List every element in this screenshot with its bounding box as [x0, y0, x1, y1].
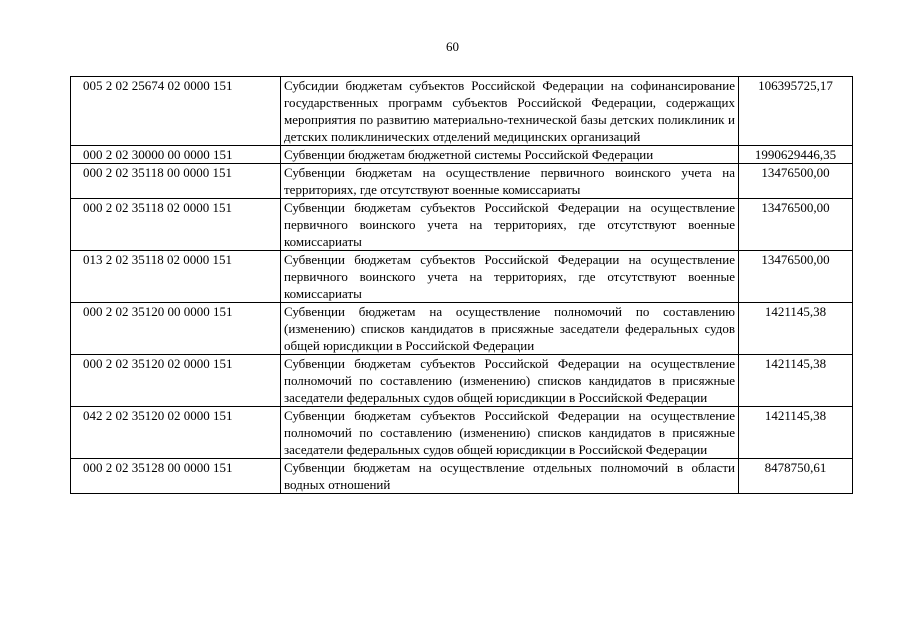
- description-cell: Субвенции бюджетам бюджетной системы Российской Федерации: [281, 146, 739, 164]
- table-row: [71, 251, 853, 303]
- table-row: [71, 303, 853, 355]
- amount-cell: 1990629446,35: [739, 146, 853, 164]
- budget-table: [70, 76, 853, 494]
- budget-code-cell: 000 2 02 35118 00 0000 151: [71, 164, 281, 199]
- description-cell: Субвенции бюджетам субъектов Российской Федерации на осуществление полномочий по составлению (изменению) списков кандидатов в присяжные заседатели федеральных судов общей юрисдикции в Российской Федерации: [281, 355, 739, 407]
- amount-cell: 1421145,38: [739, 355, 853, 407]
- table-row: [71, 146, 853, 164]
- description-cell: Субвенции бюджетам на осуществление полномочий по составлению (изменению) списков кандидатов в присяжные заседатели федеральных судов общей юрисдикции в Российской Федерации: [281, 303, 739, 355]
- amount-cell: 8478750,61: [739, 459, 853, 494]
- budget-code-cell: 000 2 02 35120 02 0000 151: [71, 355, 281, 407]
- amount-cell: 106395725,17: [739, 77, 853, 146]
- table-row: [71, 407, 853, 459]
- amount-cell: 13476500,00: [739, 199, 853, 251]
- description-cell: Субвенции бюджетам на осуществление отдельных полномочий в области водных отношений: [281, 459, 739, 494]
- budget-code-cell: 000 2 02 35120 00 0000 151: [71, 303, 281, 355]
- amount-cell: 1421145,38: [739, 303, 853, 355]
- budget-code-cell: 000 2 02 35118 02 0000 151: [71, 199, 281, 251]
- budget-code-cell: 042 2 02 35120 02 0000 151: [71, 407, 281, 459]
- table-row: [71, 199, 853, 251]
- amount-cell: 13476500,00: [739, 164, 853, 199]
- table-row: [71, 164, 853, 199]
- description-cell: Субвенции бюджетам субъектов Российской Федерации на осуществление первичного воинского учета на территориях, где отсутствуют военные комиссариаты: [281, 199, 739, 251]
- budget-code-cell: 005 2 02 25674 02 0000 151: [71, 77, 281, 146]
- description-cell: Субвенции бюджетам субъектов Российской Федерации на осуществление первичного воинского учета на территориях, где отсутствуют военные комиссариаты: [281, 251, 739, 303]
- budget-code-cell: 000 2 02 30000 00 0000 151: [71, 146, 281, 164]
- amount-cell: 13476500,00: [739, 251, 853, 303]
- table-row: [71, 77, 853, 146]
- description-cell: Субсидии бюджетам субъектов Российской Федерации на софинансирование государственных программ субъектов Российской Федерации, содержащих мероприятия по развитию материально-технической базы детских поликлиник и детских поликлинических отделений медицинских организаций: [281, 77, 739, 146]
- table-row: [71, 355, 853, 407]
- budget-code-cell: 000 2 02 35128 00 0000 151: [71, 459, 281, 494]
- description-cell: Субвенции бюджетам на осуществление первичного воинского учета на территориях, где отсутствуют военные комиссариаты: [281, 164, 739, 199]
- budget-code-cell: 013 2 02 35118 02 0000 151: [71, 251, 281, 303]
- description-cell: Субвенции бюджетам субъектов Российской Федерации на осуществление полномочий по составлению (изменению) списков кандидатов в присяжные заседатели федеральных судов общей юрисдикции в Российской Федерации: [281, 407, 739, 459]
- page-number: 60: [446, 39, 459, 54]
- amount-cell: 1421145,38: [739, 407, 853, 459]
- table-row: [71, 459, 853, 494]
